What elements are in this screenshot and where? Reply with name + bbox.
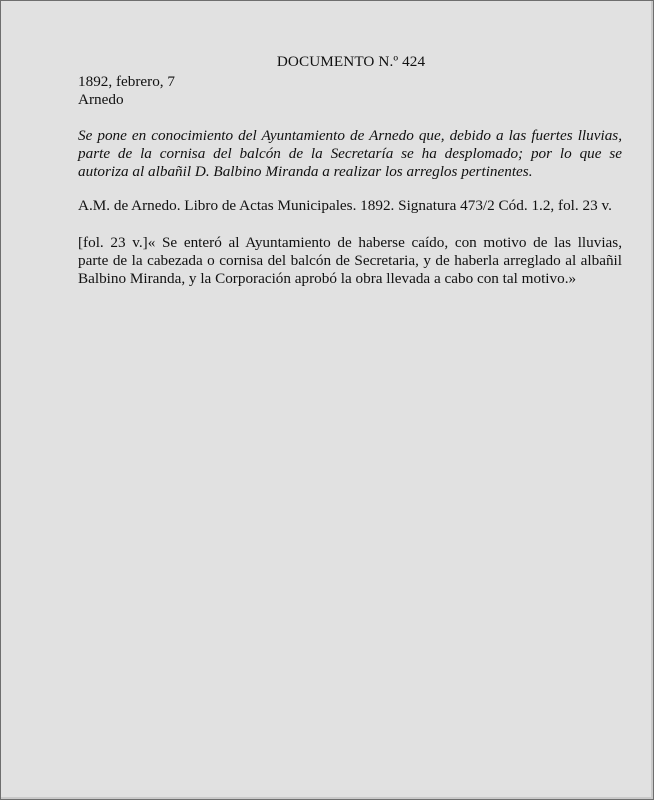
summary-line: autoriza al albañil D. Balbino Miranda a realizar los arreglos pertinentes. — [78, 163, 533, 180]
transcription-line: parte de la cabezada o cornisa del balcón de Secretaria, y de haberla arreglado al albañil — [78, 252, 622, 269]
summary-line: Se pone en conocimiento del Ayuntamiento de Arnedo que, debido a las fuertes lluvias, — [78, 127, 622, 144]
document-source: A.M. de Arnedo. Libro de Actas Municipales. 1892. Signatura 473/2 Cód. 1.2, fol. 23 v. — [78, 197, 612, 214]
document-title: DOCUMENTO N.º 424 — [276, 53, 426, 70]
summary-line: parte de la cornisa del balcón de la Secretaría se ha desplomado; por lo que se — [78, 145, 622, 162]
document-summary — [78, 127, 622, 181]
document-place: Arnedo — [78, 91, 124, 108]
transcription-line: Balbino Miranda, y la Corporación aprobó la obra llevada a cabo con tal motivo.» — [78, 270, 577, 287]
document-date: 1892, febrero, 7 — [78, 73, 175, 90]
document-transcription — [78, 234, 622, 288]
transcription-line: [fol. 23 v.]« Se enteró al Ayuntamiento de haberse caído, con motivo de las lluvias, — [78, 234, 622, 251]
